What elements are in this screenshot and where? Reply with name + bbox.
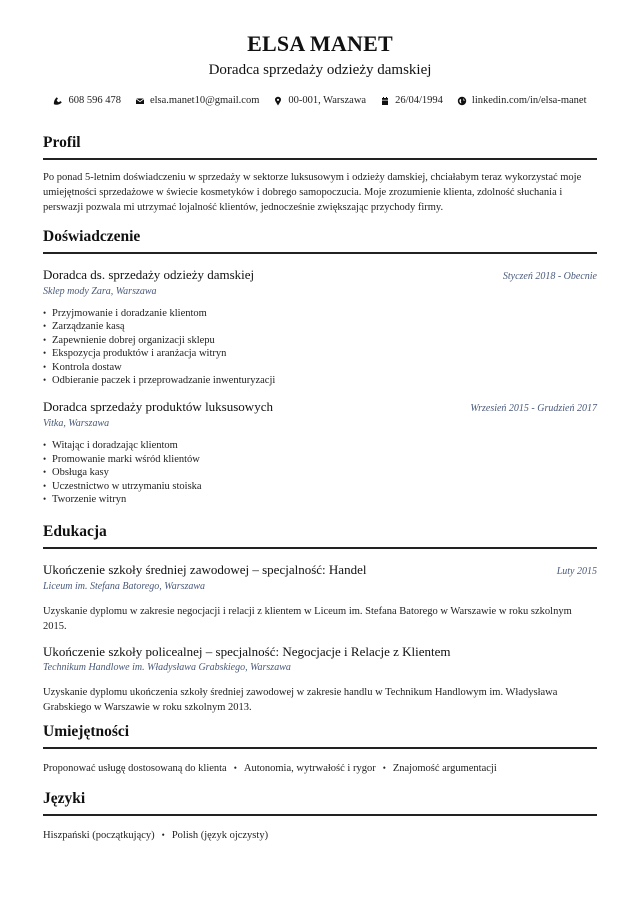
education-section: [43, 522, 597, 715]
contact-email[interactable]: elsa.manet10@gmail.com: [135, 94, 259, 108]
education-entry: [43, 643, 597, 715]
skill-item: Znajomość argumentacji: [392, 762, 497, 774]
experience-entry: [43, 398, 597, 507]
candidate-name: ELSA MANET: [247, 31, 393, 56]
phone-icon: [53, 96, 63, 106]
section-title-languages: Języki: [43, 790, 86, 807]
school-name: Liceum im. Stefana Batorego, Warszawa: [43, 580, 206, 592]
globe-icon: [457, 96, 467, 106]
section-title-education: Edukacja: [43, 523, 107, 540]
job-duties: [43, 439, 597, 507]
section-title-experience: Doświadczenie: [43, 228, 141, 245]
skill-item: Proponować usługę dostosowaną do klienta: [43, 762, 227, 774]
section-divider: [43, 158, 597, 160]
list-item: • Tworzenie witryn: [43, 493, 597, 507]
contact-phone: 608 596 478: [53, 94, 121, 108]
skills-section: [43, 722, 597, 776]
degree-description: Uzyskanie dyplomu ukończenia szkoły średniej zawodowej w zakresie handlu w Technikum Handlowym im. Władysława Grabskiego w Warszawie w roku szkolnym 2013.: [43, 686, 558, 713]
section-divider: [43, 252, 597, 254]
job-employer: Sklep mody Zara, Warszawa: [43, 285, 157, 297]
list-item: • Obsługa kasy: [43, 466, 597, 480]
list-item: • Odbieranie paczek i przeprowadzanie inwenturyzacji: [43, 374, 597, 388]
job-duties: [43, 307, 597, 389]
job-dates: Wrzesień 2015 - Grudzień 2017: [470, 403, 597, 415]
language-item: Hiszpański (początkujący): [43, 829, 155, 841]
separator-dot: •: [382, 762, 386, 773]
list-item: • Promowanie marki wśród klientów: [43, 453, 597, 467]
experience-entry: [43, 266, 597, 389]
languages-list: [43, 828, 597, 843]
list-item: • Przyjmowanie i doradzanie klientom: [43, 307, 597, 321]
contact-location: 00-001, Warszawa: [273, 94, 366, 108]
resume-header: [43, 0, 597, 108]
section-divider: [43, 547, 597, 549]
section-divider: [43, 814, 597, 816]
degree-date: Luty 2015: [556, 565, 597, 577]
profile-section: [43, 133, 597, 215]
calendar-icon: [380, 96, 390, 106]
section-title-skills: Umiejętności: [43, 723, 130, 740]
experience-section: [43, 227, 597, 507]
list-item: • Zarządzanie kasą: [43, 320, 597, 334]
skill-item: Autonomia, wytrwałość i rygor: [243, 762, 376, 774]
envelope-icon: [135, 96, 145, 106]
degree-description: Uzyskanie dyplomu w zakresie negocjacji i relacji z klientem w Liceum im. Stefana Batorego w Warszawie w roku szkolnym 2015.: [43, 605, 572, 632]
job-position: Doradca ds. sprzedaży odzieży damskiej: [43, 266, 255, 282]
skills-list: [43, 761, 597, 776]
list-item: • Ekspozycja produktów i aranżacja witryn: [43, 347, 597, 361]
job-position: Doradca sprzedaży produktów luksusowych: [43, 399, 273, 415]
job-dates: Styczeń 2018 - Obecnie: [502, 270, 597, 282]
education-entry: [43, 561, 597, 634]
list-item: • Uczestnictwo w utrzymaniu stoiska: [43, 480, 597, 494]
languages-section: [43, 789, 597, 843]
job-title: Doradca sprzedaży odzieży damskiej: [208, 62, 432, 78]
map-pin-icon: [273, 96, 283, 106]
degree-title: Ukończenie szkoły średniej zawodowej – specjalność: Handel: [43, 561, 367, 577]
contact-linkedin[interactable]: linkedin.com/in/elsa-manet: [457, 94, 587, 108]
list-item: • Witając i doradzając klientom: [43, 439, 597, 453]
list-item: • Kontrola dostaw: [43, 361, 597, 375]
separator-dot: •: [233, 762, 237, 773]
resume-page: [43, 0, 597, 841]
school-name: Technikum Handlowe im. Władysława Grabskiego, Warszawa: [43, 661, 291, 673]
degree-title: Ukończenie szkoły policealnej – specjalność: Negocjacje i Relacje z Klientem: [43, 643, 451, 659]
contact-birthdate: 26/04/1994: [380, 94, 443, 108]
job-employer: Vitka, Warszawa: [43, 418, 110, 430]
list-item: • Zapewnienie dobrej organizacji sklepu: [43, 334, 597, 348]
language-item: Polish (język ojczysty): [171, 829, 269, 841]
contact-bar: [43, 94, 597, 108]
separator-dot: •: [161, 829, 165, 840]
section-title-profile: Profil: [43, 134, 81, 151]
profile-summary: Po ponad 5-letnim doświadczeniu w sprzedaży w sektorze luksusowym i odzieży damskiej, chciałabym teraz wykorzystać moje umiejętności sprzedażowe w świecie kosmetyków i dobrego samopoczucia. Moje zrozumienie klienta, zdolność słuchania i perswazji pozwala mi utrzymać lojalność klientów, jednocześnie zwiększając przychody firmy.: [43, 171, 582, 213]
section-divider: [43, 747, 597, 749]
